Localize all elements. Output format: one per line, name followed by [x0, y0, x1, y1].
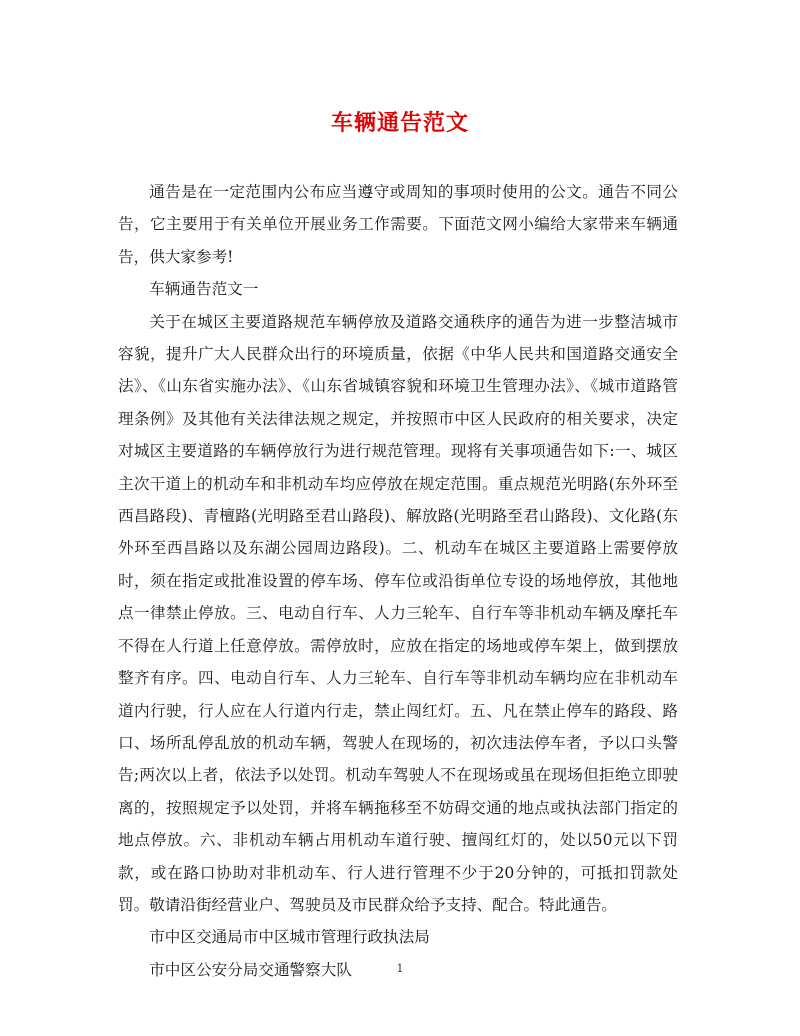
document-title: 车辆通告范文: [330, 110, 469, 136]
section-heading: 车辆通告范文一: [149, 280, 259, 299]
page-number: 1: [396, 962, 404, 975]
notice-paragraph: 关于在城区主要道路规范车辆停放及道路交通秩序的通告为进一步整洁城市容貌，提升广大人民群众出行的环境质量，依据《中华人民共和国道路交通安全法》、《山东省实施办法》、《山东省城镇容貌和环境卫生管理办法》、《城市道路管理条例》及其他有关法律法规之规定，并按照市中区人民政府的相关要求，决定对城区主要道路的车辆停放行为进行规范管理。现将有关事项通告如下:一、城区主次干道上的机动车和非机动车均应停放在规定范围。重点规范光明路(东外环至西昌路段)、青檀路(光明路至君山路段)、解放路(光明路至君山路段)、文化路(东外环至西昌路以及东湖公园周边路段)。二、机动车在城区主要道路上需要停放时，须在指定或批准设置的停车场、停车位或沿街单位专设的场地停放，其他地点一律禁止停放。三、电动自行车、人力三轮车、自行车等非机动车辆及摩托车不得在人行道上任意停放。需停放时，应放在指定的场地或停车架上，做到摆放整齐有序。四、电动自行车、人力三轮车、自行车等非机动车辆均应在非机动车道内行驶，行人应在人行道内行走，禁止闯红灯。五、凡在禁止停车的路段、路口、场所乱停乱放的机动车辆，驾驶人在现场的，初次违法停车者，予以口头警告;两次以上者，依法予以处罚。机动车驾驶人不在现场或虽在现场但拒绝立即驶离的，按照规定予以处罚，并将车辆拖移至不妨碍交通的地点或执法部门指定的地点停放。六、非机动车辆占用机动车道行驶、擅闯红灯的，处以50元以下罚款，或在路口协助对非机动车、行人进行管理不少于20分钟的，可抵扣罚款处罚。敬请沿街经营业户、驾驶员及市民群众给予支持、配合。特此通告。: [118, 312, 678, 914]
issuer-line-2: 市中区公安分局交通警察大队: [149, 960, 352, 979]
issuer-line-1: 市中区交通局市中区城市管理行政执法局: [149, 928, 430, 947]
intro-paragraph: 通告是在一定范围内公布应当遵守或周知的事项时使用的公文。通告不同公告，它主要用于有关单位开展业务工作需要。下面范文网小编给大家带来车辆通告，供大家参考!: [118, 183, 678, 266]
document-body: [118, 176, 678, 986]
